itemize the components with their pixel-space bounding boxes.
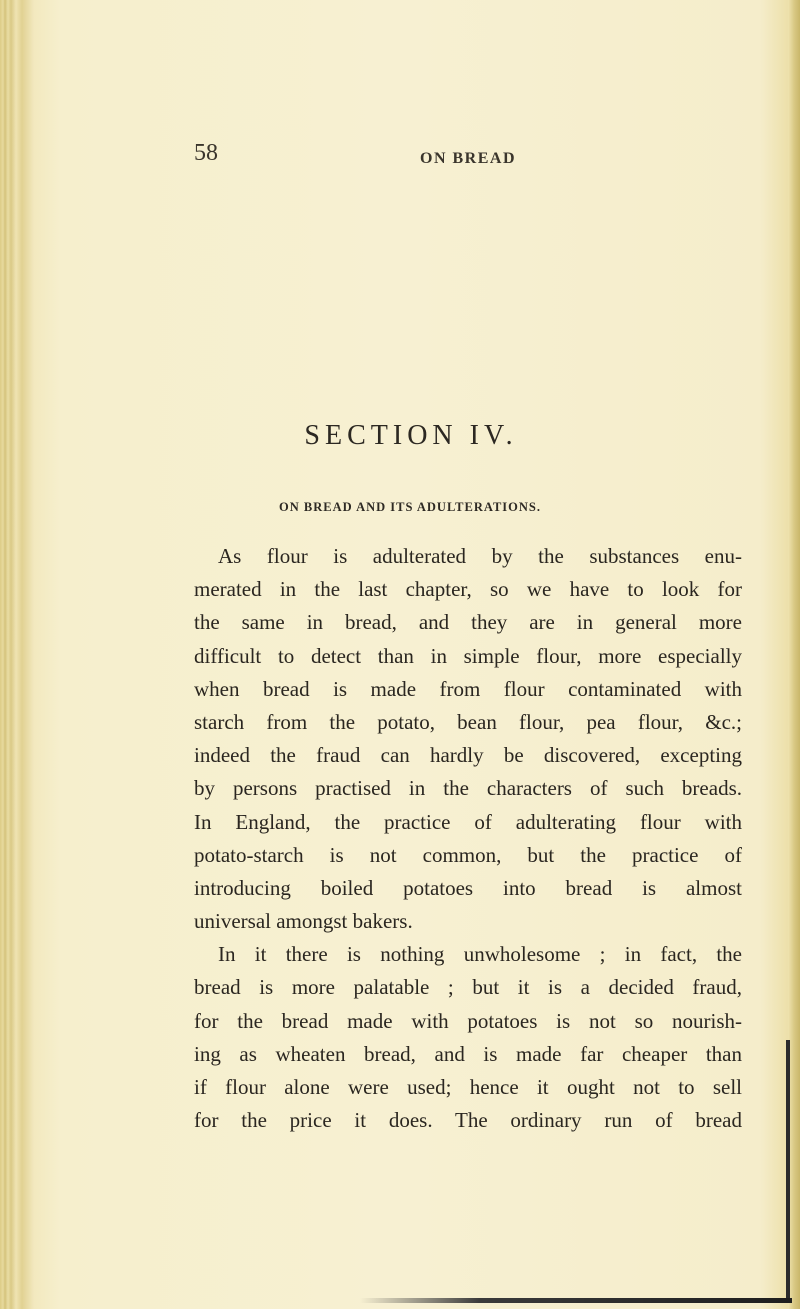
text-line: by persons practised in the characters of such breads. [194, 776, 742, 801]
text-line: introducing boiled potatoes into bread is almost [194, 875, 742, 900]
text-line: for the price it does. The ordinary run of bread [194, 1108, 742, 1133]
text-line: difficult to detect than in simple flour, more especially [194, 643, 742, 668]
text-line: if flour alone were used; hence it ought not to sell [194, 1075, 742, 1099]
text-line: starch from the potato, bean flour, pea flour, &c.; [194, 709, 742, 734]
text-line: when bread is made from flour contaminated with [194, 676, 742, 701]
page-number: 58 [194, 140, 218, 166]
text-line: bread is more palatable ; but it is a decided fraud, [194, 975, 742, 1000]
text-line: As flour is adulterated by the substances enu- [218, 544, 742, 568]
text-line: In it there is nothing unwholesome ; in fact, the [218, 942, 742, 967]
section-subtitle: ON BREAD AND ITS ADULTERATIONS. [279, 500, 541, 514]
text-line: universal amongst bakers. [194, 909, 413, 934]
page-bottom-shadow [360, 1298, 792, 1303]
text-line: potato-starch is not common, but the practice of [194, 842, 742, 867]
text-line: ing as wheaten bread, and is made far cheaper than [194, 1041, 742, 1066]
body-text [194, 540, 742, 1137]
section-title: SECTION IV. [304, 420, 518, 451]
text-line: In England, the practice of adulterating flour with [194, 809, 742, 834]
binding-gutter [0, 0, 34, 1309]
text-line: for the bread made with potatoes is not so nourish- [194, 1008, 742, 1033]
text-line: indeed the fraud can hardly be discovered, excepting [194, 743, 742, 768]
text-line: merated in the last chapter, so we have to look for [194, 577, 742, 602]
text-line: the same in bread, and they are in general more [194, 610, 742, 635]
running-head: ON BREAD [420, 150, 517, 167]
page-edge-shadow [786, 1040, 790, 1302]
